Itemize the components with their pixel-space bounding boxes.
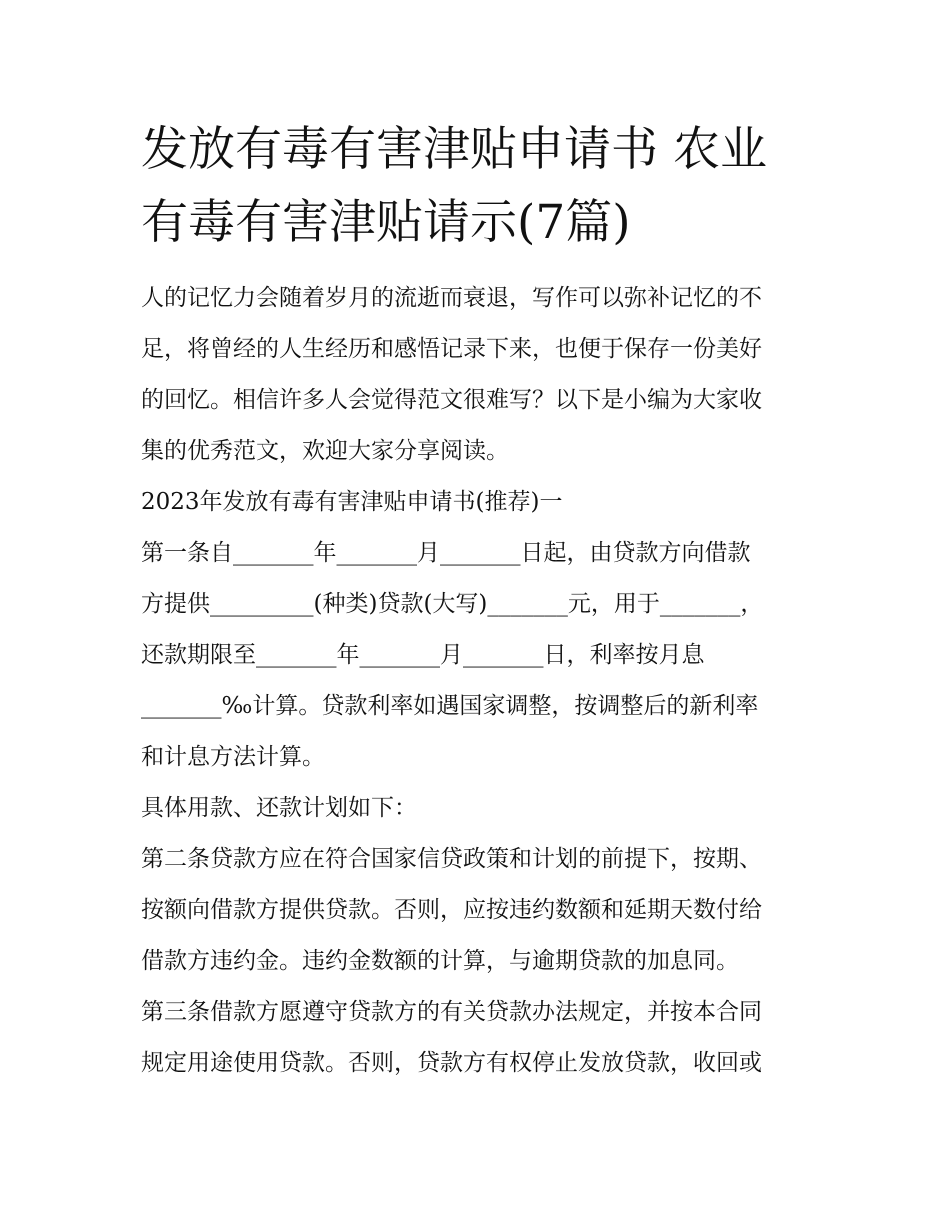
text-line: 2023年发放有毒有害津贴申请书(推荐)一 (141, 489, 563, 515)
document-body (141, 113, 821, 1089)
text-line: 规定用途使用贷款。否则，贷款方有权停止发放贷款，收回或 (141, 1050, 762, 1076)
text-line: _______‰计算。贷款利率如遇国家调整，按调整后的新利率 (141, 693, 759, 719)
text-line: 借款方违约金。违约金数额的计算，与逾期贷款的加息同。 (141, 948, 739, 974)
text-line: 第三条借款方愿遵守贷款方的有关贷款办法规定，并按本合同 (141, 999, 762, 1025)
text-line: 足，将曾经的人生经历和感悟记录下来，也便于保存一份美好 (141, 336, 762, 362)
intro-paragraph (141, 273, 821, 477)
document-title (141, 113, 821, 259)
article-two-paragraph (141, 834, 821, 987)
text-line: 第一条自_______年_______月_______日起，由贷款方向借款 (141, 540, 751, 566)
title-line: 有毒有害津贴请示(7篇) (141, 195, 631, 250)
article-one-paragraph (141, 528, 821, 783)
title-line: 发放有毒有害津贴申请书 农业 (141, 122, 767, 177)
article-three-paragraph (141, 987, 821, 1089)
text-line: 按额向借款方提供贷款。否则，应按违约数额和延期天数付给 (141, 897, 762, 923)
text-line: 还款期限至_______年_______月_______日，利率按月息 (141, 642, 705, 668)
text-line: 人的记忆力会随着岁月的流逝而衰退，写作可以弥补记忆的不 (141, 285, 762, 311)
text-line: 方提供_________(种类)贷款(大写)_______元，用于_______， (141, 591, 764, 617)
text-line: 集的优秀范文，欢迎大家分享阅读。 (141, 438, 509, 464)
text-line: 和计息方法计算。 (141, 744, 325, 770)
text-line: 第二条贷款方应在符合国家信贷政策和计划的前提下，按期、 (141, 846, 762, 872)
text-line: 的回忆。相信许多人会觉得范文很难写？以下是小编为大家收 (141, 387, 762, 413)
text-line: 具体用款、还款计划如下： (141, 795, 417, 821)
section-heading (141, 477, 821, 528)
plan-paragraph (141, 783, 821, 834)
